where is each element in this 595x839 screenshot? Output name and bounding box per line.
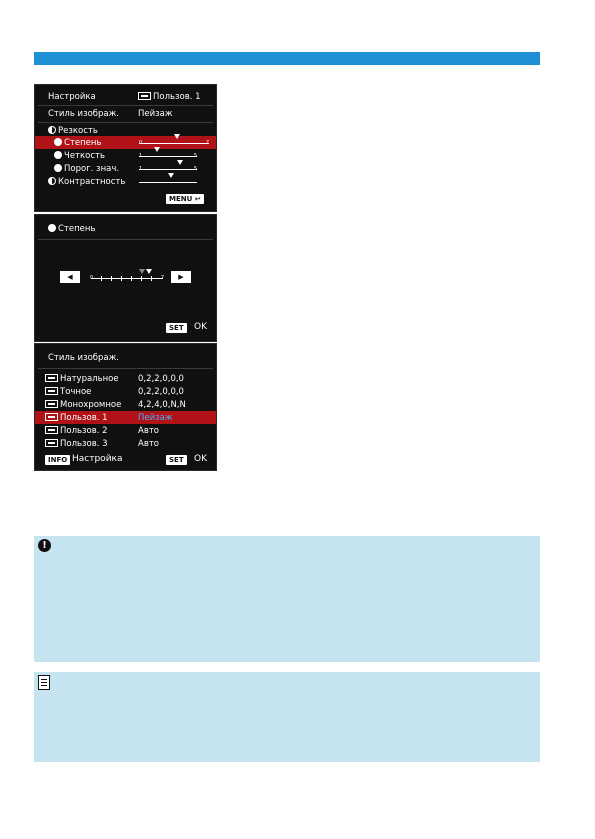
picture-style-icon — [45, 426, 58, 434]
screen-picture-style-list — [34, 343, 217, 471]
increase-arrow-button[interactable]: ▶ — [171, 271, 191, 283]
style-params: Пейзаж — [138, 412, 173, 423]
list-item[interactable]: Порог. знач. 1 5 — [35, 162, 216, 175]
contrast-scale — [139, 177, 197, 185]
contrast-icon — [48, 177, 56, 185]
style-value: Пейзаж — [138, 108, 173, 119]
sharpness-icon — [48, 126, 56, 134]
ok-label: OK — [194, 454, 207, 464]
picture-style-icon — [45, 387, 58, 395]
divider — [38, 105, 213, 106]
menu-button[interactable]: MENU ↩ — [166, 194, 204, 204]
strength-scale: 0 7 — [139, 138, 209, 146]
info-button[interactable]: INFO — [45, 455, 70, 465]
style-params: 0,2,2,0,0,0 — [138, 373, 184, 384]
set-button[interactable]: SET — [166, 323, 187, 333]
list-item-selected[interactable]: Пользов. 1 Пейзаж — [35, 411, 216, 424]
strength-icon — [54, 138, 62, 146]
picture-style-icon — [45, 439, 58, 447]
style-params: 0,2,2,0,0,0 — [138, 386, 184, 397]
list-item[interactable]: Монохромное 4,2,4,0,N,N — [35, 398, 216, 411]
threshold-icon — [54, 164, 62, 172]
list-item[interactable]: Пользов. 3 Авто — [35, 437, 216, 450]
picture-style-icon — [138, 92, 151, 100]
strength-slider[interactable]: 0 7 — [91, 273, 163, 281]
divider — [38, 239, 213, 240]
list-item[interactable]: Точное 0,2,2,0,0,0 — [35, 385, 216, 398]
setup-header-row — [35, 90, 216, 103]
list-item[interactable]: Контрастность — [35, 175, 216, 188]
set-button[interactable]: SET — [166, 455, 187, 465]
list-item[interactable]: Натуральное 0,2,2,0,0,0 — [35, 372, 216, 385]
list-item[interactable]: Четкость 1 5 — [35, 149, 216, 162]
decrease-arrow-button[interactable]: ◀ — [60, 271, 80, 283]
info-label: Настройка — [72, 454, 123, 464]
caution-note-box — [34, 536, 540, 662]
threshold-scale: 1 5 — [139, 164, 197, 172]
style-params: Авто — [138, 438, 159, 449]
fineness-icon — [54, 151, 62, 159]
style-label: Стиль изображ. — [48, 108, 120, 119]
style-row — [35, 107, 216, 120]
style-params: 4,2,4,0,N,N — [138, 399, 186, 410]
divider — [38, 368, 213, 369]
style-params: Авто — [138, 425, 159, 436]
strength-icon — [48, 224, 56, 232]
memo-icon — [38, 675, 50, 690]
setup-value: Пользов. 1 — [138, 92, 201, 102]
ok-label: OK — [194, 322, 207, 332]
memo-note-box — [34, 672, 540, 762]
picture-style-icon — [45, 374, 58, 382]
strength-title: Степень — [48, 224, 95, 234]
screen-picture-style-setup — [34, 84, 217, 212]
picture-style-title: Стиль изображ. — [48, 353, 120, 363]
section-header-bar — [34, 52, 540, 65]
list-item-selected[interactable]: Степень 0 7 — [35, 136, 216, 149]
caution-icon: ! — [38, 539, 51, 552]
setup-label: Настройка — [48, 91, 96, 102]
fineness-scale: 1 5 — [139, 151, 197, 159]
list-item[interactable]: Резкость — [35, 124, 216, 137]
list-item[interactable]: Пользов. 2 Авто — [35, 424, 216, 437]
screen-strength-adjust — [34, 214, 217, 342]
divider — [38, 122, 213, 123]
picture-style-icon — [45, 400, 58, 408]
picture-style-icon — [45, 413, 58, 421]
